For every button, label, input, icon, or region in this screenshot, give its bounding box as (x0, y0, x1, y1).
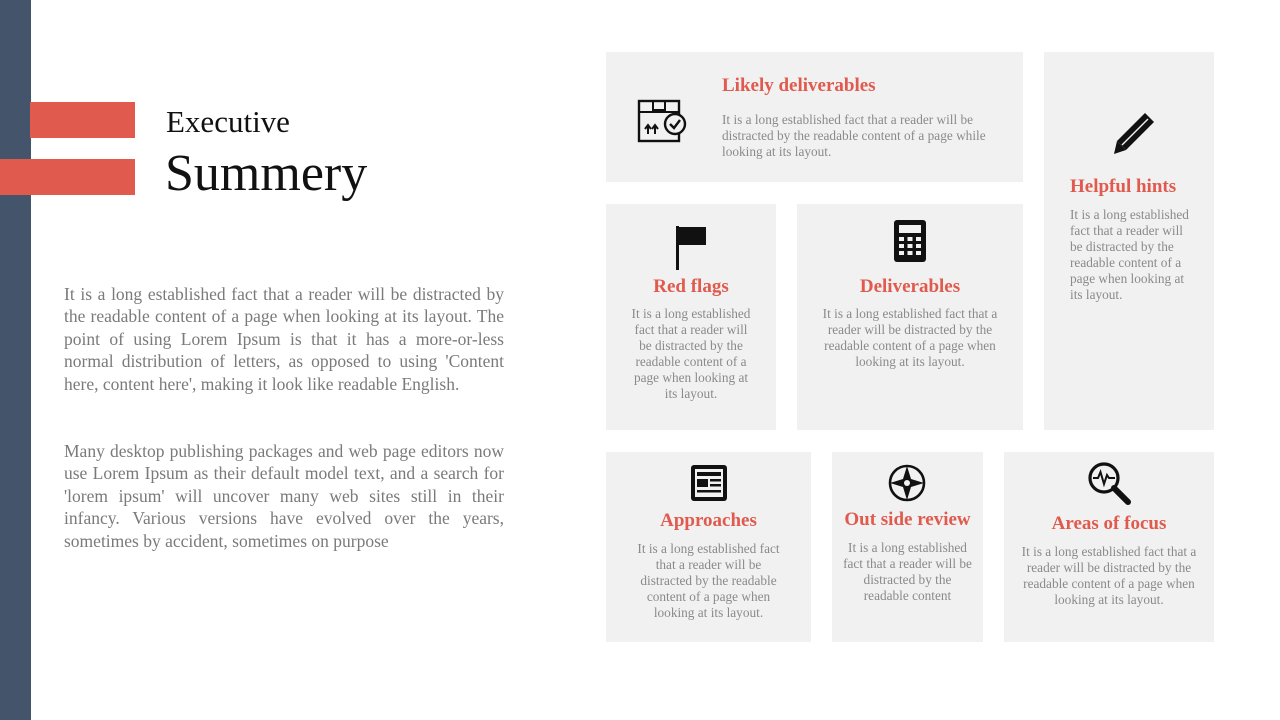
card-out-side-review (832, 452, 983, 642)
card-title: Areas of focus (1051, 513, 1167, 534)
intro-paragraph-2: Many desktop publishing packages and web page editors now use Lorem Ipsum as their default model text, and a search for 'lorem ipsum' will uncover many web sites still in their infancy. Various versions have evolved over the years, sometimes by accident, sometimes on purpose (64, 441, 504, 551)
compass-icon (888, 464, 926, 502)
box-check-icon (636, 98, 688, 144)
card-text: It is a long established fact that a reader will be distracted by the readable content (843, 540, 972, 603)
card-title: Out side review (844, 509, 971, 530)
card-text: It is a long established fact that a reader will be distracted by the readable content of a page when looking at its layout. (1021, 544, 1197, 607)
card-helpful-hints (1044, 52, 1214, 430)
card-title: Deliverables (859, 276, 961, 297)
card-likely-deliverables (606, 52, 1023, 182)
card-text: It is a long established fact that a reader will be distracted by the readable content of a page while looking at its layout. (722, 112, 986, 159)
page-title-line1: Executive (166, 104, 290, 139)
intro-paragraph-1: It is a long established fact that a reader will be distracted by the readable content of a page when looking at its layout. The point of using Lorem Ipsum is that it has a more-or-less normal distribution of letters, as opposed to using 'Content here, content here', making it look like readable English. (64, 284, 504, 394)
card-approaches (606, 452, 811, 642)
card-text: It is a long established fact that a reader will be distracted by the readable content of a page when looking at its layout. (1070, 207, 1189, 302)
calculator-icon (894, 220, 926, 262)
card-text: It is a long established fact that a reader will be distracted by the readable content of a page when looking at its layout. (822, 306, 998, 369)
card-text: It is a long established fact that a reader will be distracted by the readable content of a page when looking at its layout. (637, 541, 780, 620)
page-title-line2: Summery (165, 145, 368, 202)
title-accent-stripe-bottom (0, 159, 135, 195)
flag-icon (676, 226, 708, 270)
card-red-flags (606, 204, 776, 430)
title-accent-stripe-top (30, 102, 135, 138)
card-deliverables (797, 204, 1023, 430)
card-title: Red flags (653, 276, 729, 297)
newspaper-icon (690, 464, 728, 502)
magnifier-pulse-icon (1087, 461, 1131, 505)
card-title: Likely deliverables (722, 75, 876, 96)
pencil-icon (1112, 111, 1156, 155)
left-accent-bar (0, 0, 31, 720)
card-title: Helpful hints (1070, 176, 1177, 197)
card-title: Approaches (660, 510, 757, 531)
card-areas-of-focus (1004, 452, 1214, 642)
card-text: It is a long established fact that a reader will be distracted by the readable content of a page when looking at its layout. (631, 306, 751, 401)
